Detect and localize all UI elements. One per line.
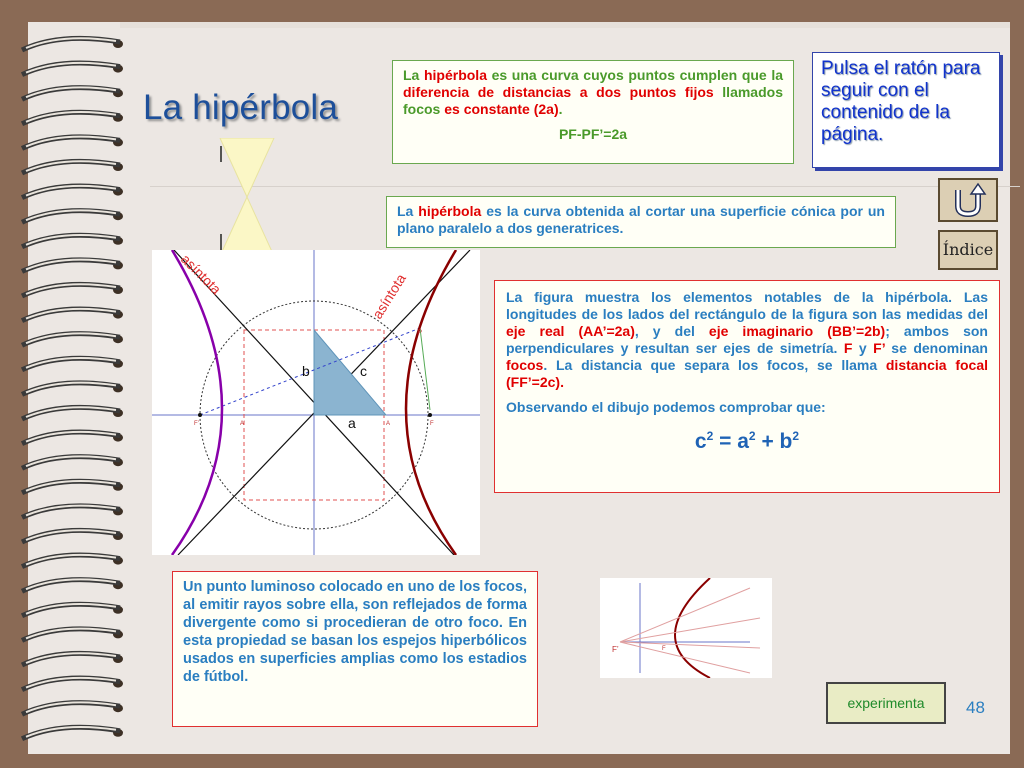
binding-ring bbox=[22, 87, 123, 99]
formula-a: a bbox=[737, 430, 749, 453]
label-c: c bbox=[360, 363, 367, 379]
formula-b: b bbox=[779, 430, 793, 453]
elements-imaginary-axis: eje imaginario (BB’=2b) bbox=[708, 323, 886, 339]
binding-ring bbox=[22, 604, 123, 616]
elements-box bbox=[494, 280, 1000, 493]
binding-ring bbox=[22, 358, 123, 370]
binding-ring bbox=[22, 407, 123, 419]
reflection-box: Un punto luminoso colocado en uno de los focos, al emitir rayos sobre ella, son reflejados de forma divergente como si procedieran de otro foco. En esta propiedad se basan los espejos hiperbólicos usados en superficies amplias como los estadios de fútbol. bbox=[172, 571, 538, 727]
elements-real-axis: eje real (AA’=2a) bbox=[506, 323, 635, 339]
label-focus-prime: F’ bbox=[194, 421, 199, 427]
conic-term: hipérbola bbox=[418, 203, 482, 219]
binding-ring bbox=[22, 112, 123, 124]
binding-ring bbox=[22, 383, 123, 395]
definition-box bbox=[392, 60, 794, 164]
binding-ring bbox=[22, 629, 123, 641]
asymptote-label-right: asíntota bbox=[368, 270, 409, 322]
binding-ring bbox=[22, 260, 123, 272]
label-focus: F bbox=[430, 421, 434, 427]
experiment-button[interactable]: experimenta bbox=[826, 682, 946, 724]
binding-ring bbox=[22, 678, 123, 690]
focus-point bbox=[428, 413, 432, 417]
back-button[interactable] bbox=[938, 178, 998, 222]
binding-ring bbox=[22, 161, 123, 173]
binding-ring bbox=[22, 38, 123, 50]
elements-text-2: , y del bbox=[634, 323, 709, 339]
elements-observe: Observando el dibujo podemos comprobar que: bbox=[506, 399, 826, 415]
focus-prime-point bbox=[198, 413, 202, 417]
cone-illustration bbox=[212, 138, 282, 256]
formula-eq: = bbox=[713, 430, 738, 453]
elements-focus-fprime: F’ bbox=[873, 340, 885, 356]
binding-ring bbox=[22, 506, 123, 518]
binding-ring bbox=[22, 456, 123, 468]
binding-ring bbox=[22, 432, 123, 444]
binding-ring bbox=[22, 702, 123, 714]
formula-exp-a: 2 bbox=[748, 429, 756, 443]
binding-ring bbox=[22, 727, 123, 739]
binding-ring bbox=[22, 284, 123, 296]
label-b: b bbox=[302, 363, 310, 379]
label-point: P bbox=[418, 330, 423, 336]
conic-text-2: es la curva obtenida al cortar una superficie cónica por un plano paralelo a dos generatrices. bbox=[397, 203, 885, 236]
index-button[interactable]: Índice bbox=[938, 230, 998, 270]
reflection-focus: F bbox=[662, 646, 666, 652]
definition-highlight-2: es constante (2a) bbox=[444, 101, 559, 117]
binding-rings bbox=[22, 38, 123, 739]
binding-ring bbox=[22, 555, 123, 567]
elements-foci: focos bbox=[506, 357, 544, 373]
binding-ring bbox=[22, 63, 123, 75]
label-a: a bbox=[348, 415, 356, 431]
definition-term: hipérbola bbox=[423, 67, 487, 83]
instruction-note: Pulsa el ratón para seguir con el contenido de la página. bbox=[812, 52, 1000, 168]
definition-text-4: . bbox=[558, 101, 563, 117]
binding-ring bbox=[22, 579, 123, 591]
binding-ring bbox=[22, 186, 123, 198]
asymptote-label-left: asíntota bbox=[177, 250, 225, 298]
elements-text-3: ; ambos son perpendiculares y resultan ser ejes de simetría. bbox=[506, 323, 988, 356]
binding-ring bbox=[22, 210, 123, 222]
page-number: 48 bbox=[966, 698, 985, 717]
definition-formula: PF-PF’=2a bbox=[558, 126, 628, 142]
definition-highlight-1: diferencia de distancias a dos puntos fijos bbox=[403, 84, 714, 100]
elements-focus-f: F bbox=[843, 340, 853, 356]
right-branch bbox=[406, 250, 456, 555]
definition-text-3: llamados focos bbox=[403, 84, 783, 117]
focal-ray-2 bbox=[420, 328, 430, 410]
conic-section-box bbox=[386, 196, 896, 248]
formula-plus: + bbox=[755, 430, 780, 453]
elements-text-5: se denominan bbox=[884, 340, 988, 356]
focal-ray-1 bbox=[200, 328, 423, 415]
notebook-binding bbox=[0, 30, 140, 750]
reflector-curve bbox=[675, 578, 710, 678]
elements-text-4: y bbox=[852, 340, 874, 356]
elements-focal-distance: distancia focal (FF’=2c). bbox=[506, 357, 988, 390]
reflection-diagram bbox=[600, 578, 772, 678]
definition-text-2: es una curva cuyos puntos cumplen que la bbox=[486, 67, 784, 83]
pythagorean-formula bbox=[506, 428, 988, 453]
binding-ring bbox=[22, 333, 123, 345]
u-turn-icon bbox=[940, 180, 996, 220]
binding-ring bbox=[22, 530, 123, 542]
label-vertex-prime: A’ bbox=[240, 421, 245, 427]
conic-text-1: La bbox=[397, 203, 419, 219]
binding-ring bbox=[22, 235, 123, 247]
formula-exp-b: 2 bbox=[792, 429, 800, 443]
binding-ring bbox=[22, 309, 123, 321]
reflection-focus-prime: F’ bbox=[612, 645, 619, 654]
hyperbola-diagram bbox=[152, 250, 480, 555]
label-vertex: A bbox=[386, 421, 391, 427]
binding-ring bbox=[22, 653, 123, 665]
binding-ring bbox=[22, 137, 123, 149]
elements-text-1: La figura muestra los elementos notables de la hipérbola. Las longitudes de los lados del rectángulo de la figura son las medidas del bbox=[506, 289, 988, 322]
definition-text-1: La bbox=[403, 67, 424, 83]
formula-exp-c: 2 bbox=[706, 429, 714, 443]
binding-ring bbox=[22, 481, 123, 493]
elements-text-6: . La distancia que separa los focos, se llama bbox=[543, 357, 886, 373]
page-title: La hipérbola bbox=[143, 88, 339, 127]
formula-c: c bbox=[694, 430, 707, 453]
page-top-edge bbox=[120, 22, 1010, 28]
right-triangle bbox=[314, 330, 386, 415]
